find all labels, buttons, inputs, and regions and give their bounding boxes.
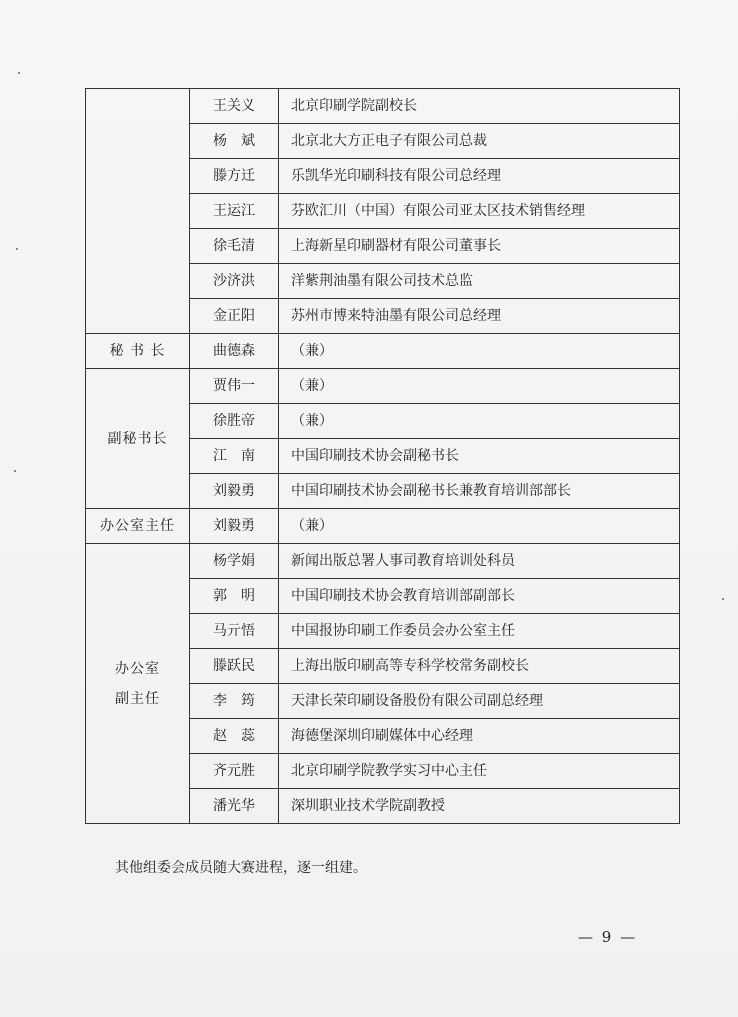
table-row xyxy=(86,544,680,579)
member-name: 滕跃民 xyxy=(190,649,279,684)
scan-speck xyxy=(722,598,724,600)
member-name: 杨 斌 xyxy=(190,124,279,159)
member-position: 上海出版印刷高等专科学校常务副校长 xyxy=(279,649,680,684)
member-name: 杨学娟 xyxy=(190,544,279,579)
member-name: 李 筠 xyxy=(190,684,279,719)
member-name: 金正阳 xyxy=(190,299,279,334)
member-position: （兼） xyxy=(279,509,680,544)
footnote-text: 其他组委会成员随大赛进程，逐一组建。 xyxy=(115,860,367,876)
member-name: 江 南 xyxy=(190,439,279,474)
member-position: 新闻出版总署人事司教育培训处科员 xyxy=(279,544,680,579)
member-name: 曲德森 xyxy=(190,334,279,369)
member-name: 赵 蕊 xyxy=(190,719,279,754)
member-position: 芬欧汇川（中国）有限公司亚太区技术销售经理 xyxy=(279,194,680,229)
member-position: 苏州市博来特油墨有限公司总经理 xyxy=(279,299,680,334)
member-position: 深圳职业技术学院副教授 xyxy=(279,789,680,824)
role-line: 办公室 xyxy=(115,660,160,677)
role-secretary-general: 秘 书 长 xyxy=(86,334,190,369)
member-name: 刘毅勇 xyxy=(190,509,279,544)
member-position: 北京印刷学院副校长 xyxy=(279,89,680,124)
member-position: （兼） xyxy=(279,404,680,439)
member-position: 天津长荣印刷设备股份有限公司副总经理 xyxy=(279,684,680,719)
member-name: 徐毛清 xyxy=(190,229,279,264)
member-position: 北京印刷学院教学实习中心主任 xyxy=(279,754,680,789)
scan-speck xyxy=(18,72,20,74)
role-line: 副主任 xyxy=(115,690,160,707)
member-name: 郭 明 xyxy=(190,579,279,614)
table-row xyxy=(86,509,680,544)
member-position: 洋紫荆油墨有限公司技术总监 xyxy=(279,264,680,299)
member-position: 中国印刷技术协会副秘书长 xyxy=(279,439,680,474)
member-position: 海德堡深圳印刷媒体中心经理 xyxy=(279,719,680,754)
role-deputy-secretary-general: 副秘书长 xyxy=(86,369,190,509)
member-position: 乐凯华光印刷科技有限公司总经理 xyxy=(279,159,680,194)
member-position: 中国印刷技术协会教育培训部副部长 xyxy=(279,579,680,614)
member-position: （兼） xyxy=(279,369,680,404)
member-name: 马亓悟 xyxy=(190,614,279,649)
member-name: 刘毅勇 xyxy=(190,474,279,509)
committee-roster-table xyxy=(85,88,680,824)
member-name: 潘光华 xyxy=(190,789,279,824)
table-row xyxy=(86,89,680,124)
member-position: 上海新星印刷器材有限公司董事长 xyxy=(279,229,680,264)
member-name: 贾伟一 xyxy=(190,369,279,404)
member-name: 徐胜帝 xyxy=(190,404,279,439)
table-row xyxy=(86,334,680,369)
member-name: 沙济洪 xyxy=(190,264,279,299)
member-position: 北京北大方正电子有限公司总裁 xyxy=(279,124,680,159)
role-cell-blank xyxy=(86,89,190,334)
page-number: — 9 — xyxy=(578,928,638,946)
role-office-deputy-director xyxy=(86,544,190,824)
scan-speck xyxy=(14,470,16,472)
scan-speck xyxy=(16,248,18,250)
member-name: 齐元胜 xyxy=(190,754,279,789)
member-name: 王关义 xyxy=(190,89,279,124)
member-position: 中国报协印刷工作委员会办公室主任 xyxy=(279,614,680,649)
member-name: 王运江 xyxy=(190,194,279,229)
member-position: （兼） xyxy=(279,334,680,369)
table-row xyxy=(86,369,680,404)
member-name: 滕方迁 xyxy=(190,159,279,194)
member-position: 中国印刷技术协会副秘书长兼教育培训部部长 xyxy=(279,474,680,509)
role-office-director: 办公室主任 xyxy=(86,509,190,544)
